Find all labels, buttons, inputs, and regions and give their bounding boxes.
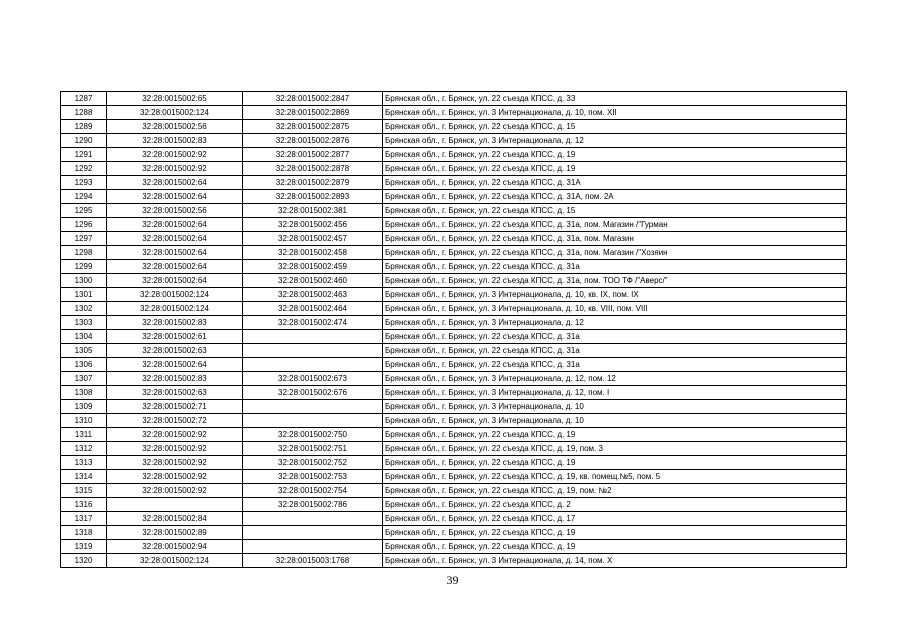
object-cadastral-number-cell: 32:28:0015002:2847 — [243, 92, 383, 106]
object-cadastral-number-cell: 32:28:0015002:2893 — [243, 190, 383, 204]
parcel-cadastral-number-cell: 32:28:0015002:83 — [107, 134, 243, 148]
parcel-cadastral-number-cell: 32:28:0015002:92 — [107, 470, 243, 484]
address-cell: Брянская обл., г. Брянск, ул. 22 съезда КПСС, д. 31а, пом. Магазин — [383, 232, 847, 246]
table-row — [61, 176, 847, 190]
address-cell: Брянская обл., г. Брянск, ул. 22 съезда КПСС, д. 19 — [383, 148, 847, 162]
object-cadastral-number-cell — [243, 400, 383, 414]
object-cadastral-number-cell: 32:28:0015002:464 — [243, 302, 383, 316]
table-row — [61, 498, 847, 512]
address-cell: Брянская обл., г. Брянск, ул. 22 съезда КПСС, д. 31А, пом. 2А — [383, 190, 847, 204]
parcel-cadastral-number-cell: 32:28:0015002:94 — [107, 540, 243, 554]
object-cadastral-number-cell: 32:28:0015002:753 — [243, 470, 383, 484]
table-row — [61, 246, 847, 260]
address-cell: Брянская обл., г. Брянск, ул. 22 съезда КПСС, д. 19 — [383, 540, 847, 554]
parcel-cadastral-number-cell: 32:28:0015002:124 — [107, 106, 243, 120]
table-row — [61, 260, 847, 274]
table-row — [61, 106, 847, 120]
parcel-cadastral-number-cell: 32:28:0015002:64 — [107, 190, 243, 204]
parcel-cadastral-number-cell: 32:28:0015002:64 — [107, 358, 243, 372]
address-cell: Брянская обл., г. Брянск, ул. 22 съезда КПСС, д. 19, пом. 3 — [383, 442, 847, 456]
object-cadastral-number-cell: 32:28:0015002:459 — [243, 260, 383, 274]
address-cell: Брянская обл., г. Брянск, ул. 22 съезда КПСС, д. 19, кв. помещ.№5, пом. 5 — [383, 470, 847, 484]
table-row — [61, 484, 847, 498]
parcel-cadastral-number-cell: 32:28:0015002:83 — [107, 316, 243, 330]
address-cell: Брянская обл., г. Брянск, ул. 22 съезда КПСС, д. 2 — [383, 498, 847, 512]
object-cadastral-number-cell — [243, 540, 383, 554]
parcel-cadastral-number-cell: 32:28:0015002:63 — [107, 344, 243, 358]
row-number-cell: 1296 — [61, 218, 107, 232]
address-cell: Брянская обл., г. Брянск, ул. 3 Интернационала, д. 10, кв. VIII, пом. VIII — [383, 302, 847, 316]
object-cadastral-number-cell — [243, 414, 383, 428]
row-number-cell: 1318 — [61, 526, 107, 540]
address-cell: Брянская обл., г. Брянск, ул. 22 съезда КПСС, д. 19 — [383, 526, 847, 540]
table-row — [61, 218, 847, 232]
address-cell: Брянская обл., г. Брянск, ул. 22 съезда КПСС, д. 19 — [383, 428, 847, 442]
parcel-cadastral-number-cell: 32:28:0015002:84 — [107, 512, 243, 526]
table-row — [61, 190, 847, 204]
address-cell: Брянская обл., г. Брянск, ул. 3 Интернационала, д. 10, кв. IX, пом. IX — [383, 288, 847, 302]
object-cadastral-number-cell: 32:28:0015002:463 — [243, 288, 383, 302]
table-row — [61, 470, 847, 484]
row-number-cell: 1289 — [61, 120, 107, 134]
parcel-cadastral-number-cell: 32:28:0015002:64 — [107, 260, 243, 274]
parcel-cadastral-number-cell: 32:28:0015002:92 — [107, 442, 243, 456]
address-cell: Брянская обл., г. Брянск, ул. 22 съезда КПСС, д. 31а — [383, 330, 847, 344]
table-row — [61, 456, 847, 470]
address-cell: Брянская обл., г. Брянск, ул. 22 съезда КПСС, д. 15 — [383, 120, 847, 134]
object-cadastral-number-cell: 32:28:0015002:2878 — [243, 162, 383, 176]
address-cell: Брянская обл., г. Брянск, ул. 22 съезда КПСС, д. 31а — [383, 344, 847, 358]
parcel-cadastral-number-cell: 32:28:0015002:92 — [107, 148, 243, 162]
row-number-cell: 1309 — [61, 400, 107, 414]
object-cadastral-number-cell: 32:28:0015002:673 — [243, 372, 383, 386]
address-cell: Брянская обл., г. Брянск, ул. 22 съезда КПСС, д. 17 — [383, 512, 847, 526]
object-cadastral-number-cell: 32:28:0015002:456 — [243, 218, 383, 232]
object-cadastral-number-cell: 32:28:0015002:460 — [243, 274, 383, 288]
row-number-cell: 1302 — [61, 302, 107, 316]
table-row — [61, 162, 847, 176]
object-cadastral-number-cell — [243, 358, 383, 372]
parcel-cadastral-number-cell: 32:28:0015002:92 — [107, 162, 243, 176]
row-number-cell: 1295 — [61, 204, 107, 218]
row-number-cell: 1315 — [61, 484, 107, 498]
row-number-cell: 1306 — [61, 358, 107, 372]
row-number-cell: 1301 — [61, 288, 107, 302]
address-cell: Брянская обл., г. Брянск, ул. 3 Интернационала, д. 14, пом. X — [383, 554, 847, 568]
address-cell: Брянская обл., г. Брянск, ул. 22 съезда КПСС, д. 19, пом. №2 — [383, 484, 847, 498]
object-cadastral-number-cell: 32:28:0015002:2876 — [243, 134, 383, 148]
object-cadastral-number-cell: 32:28:0015002:751 — [243, 442, 383, 456]
object-cadastral-number-cell — [243, 512, 383, 526]
table-row — [61, 358, 847, 372]
address-cell: Брянская обл., г. Брянск, ул. 22 съезда КПСС, д. 19 — [383, 162, 847, 176]
object-cadastral-number-cell: 32:28:0015002:2875 — [243, 120, 383, 134]
row-number-cell: 1310 — [61, 414, 107, 428]
table-row — [61, 442, 847, 456]
parcel-cadastral-number-cell: 32:28:0015002:124 — [107, 288, 243, 302]
parcel-cadastral-number-cell: 32:28:0015002:124 — [107, 554, 243, 568]
object-cadastral-number-cell: 32:28:0015002:2879 — [243, 176, 383, 190]
parcel-cadastral-number-cell: 32:28:0015002:56 — [107, 204, 243, 218]
table-row — [61, 330, 847, 344]
row-number-cell: 1297 — [61, 232, 107, 246]
table-row — [61, 204, 847, 218]
table-row — [61, 92, 847, 106]
object-cadastral-number-cell — [243, 344, 383, 358]
row-number-cell: 1294 — [61, 190, 107, 204]
row-number-cell: 1308 — [61, 386, 107, 400]
table-row — [61, 344, 847, 358]
parcel-cadastral-number-cell: 32:28:0015002:89 — [107, 526, 243, 540]
table-row — [61, 428, 847, 442]
table-row — [61, 554, 847, 568]
parcel-cadastral-number-cell — [107, 498, 243, 512]
table-row — [61, 372, 847, 386]
object-cadastral-number-cell: 32:28:0015002:458 — [243, 246, 383, 260]
table-row — [61, 288, 847, 302]
address-cell: Брянская обл., г. Брянск, ул. 22 съезда КПСС, д. 31а, пом. ТОО ТФ /"Аверс/" — [383, 274, 847, 288]
object-cadastral-number-cell: 32:28:0015002:2869 — [243, 106, 383, 120]
row-number-cell: 1319 — [61, 540, 107, 554]
address-cell: Брянская обл., г. Брянск, ул. 3 Интернационала, д. 10 — [383, 400, 847, 414]
page-number: 39 — [446, 573, 459, 587]
object-cadastral-number-cell: 32:28:0015002:750 — [243, 428, 383, 442]
table-row — [61, 414, 847, 428]
parcel-cadastral-number-cell: 32:28:0015002:65 — [107, 92, 243, 106]
object-cadastral-number-cell: 32:28:0015002:381 — [243, 204, 383, 218]
object-cadastral-number-cell: 32:28:0015002:786 — [243, 498, 383, 512]
parcel-cadastral-number-cell: 32:28:0015002:92 — [107, 456, 243, 470]
object-cadastral-number-cell — [243, 526, 383, 540]
address-cell: Брянская обл., г. Брянск, ул. 3 Интернационала, д. 10 — [383, 414, 847, 428]
row-number-cell: 1299 — [61, 260, 107, 274]
row-number-cell: 1305 — [61, 344, 107, 358]
cadastral-table — [60, 91, 847, 568]
parcel-cadastral-number-cell: 32:28:0015002:64 — [107, 274, 243, 288]
table-row — [61, 400, 847, 414]
object-cadastral-number-cell: 32:28:0015003:1768 — [243, 554, 383, 568]
address-cell: Брянская обл., г. Брянск, ул. 22 съезда КПСС, д. 15 — [383, 204, 847, 218]
row-number-cell: 1290 — [61, 134, 107, 148]
table-row — [61, 526, 847, 540]
object-cadastral-number-cell: 32:28:0015002:2877 — [243, 148, 383, 162]
address-cell: Брянская обл., г. Брянск, ул. 3 Интернационала, д. 12 — [383, 134, 847, 148]
address-cell: Брянская обл., г. Брянск, ул. 22 съезда КПСС, д. 31а — [383, 358, 847, 372]
parcel-cadastral-number-cell: 32:28:0015002:63 — [107, 386, 243, 400]
row-number-cell: 1300 — [61, 274, 107, 288]
address-cell: Брянская обл., г. Брянск, ул. 3 Интернационала, д. 10, пом. XII — [383, 106, 847, 120]
parcel-cadastral-number-cell: 32:28:0015002:92 — [107, 484, 243, 498]
row-number-cell: 1317 — [61, 512, 107, 526]
row-number-cell: 1307 — [61, 372, 107, 386]
table-row — [61, 148, 847, 162]
row-number-cell: 1293 — [61, 176, 107, 190]
parcel-cadastral-number-cell: 32:28:0015002:64 — [107, 246, 243, 260]
address-cell: Брянская обл., г. Брянск, ул. 22 съезда КПСС, д. 31А — [383, 176, 847, 190]
row-number-cell: 1320 — [61, 554, 107, 568]
row-number-cell: 1313 — [61, 456, 107, 470]
row-number-cell: 1311 — [61, 428, 107, 442]
parcel-cadastral-number-cell: 32:28:0015002:64 — [107, 232, 243, 246]
parcel-cadastral-number-cell: 32:28:0015002:61 — [107, 330, 243, 344]
parcel-cadastral-number-cell: 32:28:0015002:124 — [107, 302, 243, 316]
row-number-cell: 1314 — [61, 470, 107, 484]
table-row — [61, 512, 847, 526]
row-number-cell: 1291 — [61, 148, 107, 162]
object-cadastral-number-cell — [243, 330, 383, 344]
object-cadastral-number-cell: 32:28:0015002:754 — [243, 484, 383, 498]
table-row — [61, 316, 847, 330]
address-cell: Брянская обл., г. Брянск, ул. 22 съезда КПСС, д. 33 — [383, 92, 847, 106]
parcel-cadastral-number-cell: 32:28:0015002:92 — [107, 428, 243, 442]
table-row — [61, 232, 847, 246]
parcel-cadastral-number-cell: 32:28:0015002:56 — [107, 120, 243, 134]
table-row — [61, 134, 847, 148]
table-row — [61, 120, 847, 134]
table-row — [61, 274, 847, 288]
row-number-cell: 1298 — [61, 246, 107, 260]
address-cell: Брянская обл., г. Брянск, ул. 3 Интернационала, д. 12, пом. 12 — [383, 372, 847, 386]
object-cadastral-number-cell: 32:28:0015002:474 — [243, 316, 383, 330]
address-cell: Брянская обл., г. Брянск, ул. 3 Интернационала, д. 12 — [383, 316, 847, 330]
parcel-cadastral-number-cell: 32:28:0015002:83 — [107, 372, 243, 386]
parcel-cadastral-number-cell: 32:28:0015002:64 — [107, 218, 243, 232]
address-cell: Брянская обл., г. Брянск, ул. 22 съезда КПСС, д. 31а, пом. Магазин /"Хозяин — [383, 246, 847, 260]
row-number-cell: 1312 — [61, 442, 107, 456]
row-number-cell: 1287 — [61, 92, 107, 106]
table-body — [61, 92, 847, 568]
parcel-cadastral-number-cell: 32:28:0015002:64 — [107, 176, 243, 190]
row-number-cell: 1288 — [61, 106, 107, 120]
object-cadastral-number-cell: 32:28:0015002:752 — [243, 456, 383, 470]
object-cadastral-number-cell: 32:28:0015002:676 — [243, 386, 383, 400]
row-number-cell: 1316 — [61, 498, 107, 512]
address-cell: Брянская обл., г. Брянск, ул. 22 съезда КПСС, д. 19 — [383, 456, 847, 470]
address-cell: Брянская обл., г. Брянск, ул. 3 Интернационала, д. 12, пом. I — [383, 386, 847, 400]
table-row — [61, 540, 847, 554]
row-number-cell: 1292 — [61, 162, 107, 176]
address-cell: Брянская обл., г. Брянск, ул. 22 съезда КПСС, д. 31а, пом. Магазин /"Гурман — [383, 218, 847, 232]
address-cell: Брянская обл., г. Брянск, ул. 22 съезда КПСС, д. 31а — [383, 260, 847, 274]
parcel-cadastral-number-cell: 32:28:0015002:71 — [107, 400, 243, 414]
table-row — [61, 386, 847, 400]
object-cadastral-number-cell: 32:28:0015002:457 — [243, 232, 383, 246]
parcel-cadastral-number-cell: 32:28:0015002:72 — [107, 414, 243, 428]
row-number-cell: 1304 — [61, 330, 107, 344]
row-number-cell: 1303 — [61, 316, 107, 330]
table-row — [61, 302, 847, 316]
